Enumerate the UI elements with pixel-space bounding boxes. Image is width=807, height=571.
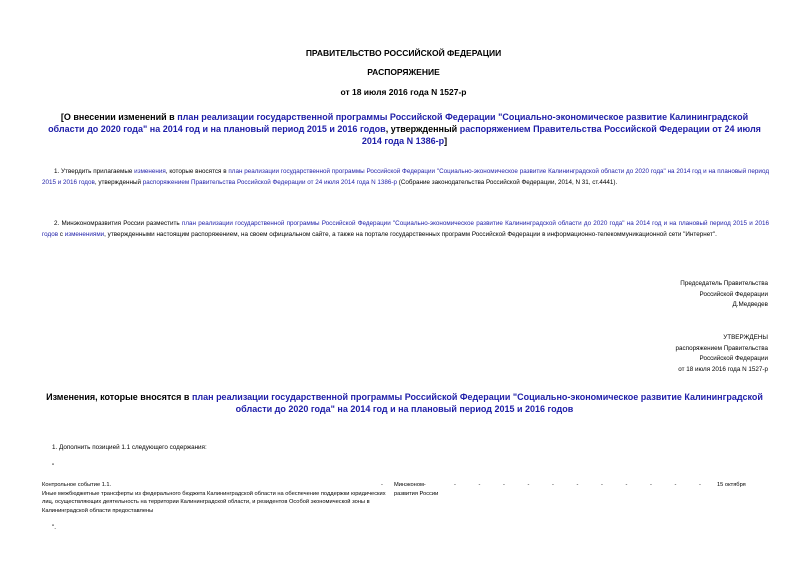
- table-cell-dash: -: [601, 482, 603, 488]
- paragraph-text: (Собрание законодательства Российской Федерации, 2014, N 31, ст.4441).: [397, 178, 618, 186]
- document-type: РАСПОРЯЖЕНИЕ: [367, 67, 440, 77]
- control-event-title: Контрольное событие 1.1.: [42, 482, 112, 488]
- table-cell-dash: -: [674, 482, 677, 488]
- table-dash-cells: [450, 481, 710, 491]
- title-text: [О внесении изменений в: [60, 112, 178, 122]
- table-cell-dash: -: [527, 482, 530, 488]
- table-cell-dash: -: [552, 482, 554, 488]
- closing-quote: ".: [52, 524, 56, 531]
- government-heading: ПРАВИТЕЛЬСТВО РОССИЙСКОЙ ФЕДЕРАЦИИ: [305, 48, 502, 58]
- link-plan[interactable]: план реализации государственной программы Российской Федерации "Социально-экономическое развитие Калининградской области до 2020 года" на 2014 год и на плановый период 2015 и 2016 годов: [42, 220, 769, 238]
- paragraph-text: , утвержденный: [94, 178, 143, 186]
- table-cell-dash: -: [650, 482, 652, 488]
- table-cell-dash: -: [478, 482, 481, 488]
- item-1: 1. Дополнить позицией 1.1 следующего содержания:: [52, 444, 207, 451]
- opening-quote: ": [52, 463, 55, 470]
- document-title: [42, 111, 767, 147]
- paragraph-text: , утвержденными настоящим распоряжением, на своем официальном сайте, а также на портале государственных программ Российской Федерации в информационно-телекоммуникационной сети "Интернет".: [104, 230, 717, 238]
- approval-order: распоряжением Правительства: [675, 344, 768, 352]
- executor-cell: Минэконом-развития России: [394, 482, 439, 497]
- title-text: ]: [444, 136, 448, 146]
- table-cell-dash: -: [454, 482, 456, 488]
- title-text: , утвержденный: [385, 124, 460, 134]
- link-order[interactable]: распоряжением Правительства Российской Федерации от 24 июля 2014 года N 1386-р: [142, 178, 398, 186]
- approval-heading: УТВЕРЖДЕНЫ: [723, 334, 768, 341]
- paragraph-text: 1. Утвердить прилагаемые: [54, 168, 135, 175]
- paragraph-2: [42, 219, 769, 240]
- date-cell: 15 октября: [717, 482, 746, 488]
- control-event-description: Иные межбюджетные трансферты из федерального бюджета Калининградской области на обеспечение поддержки юридических лиц, осуществляющих деятельность на территории Калининградской области, и резидентов Особой экономической зоны в Калининградской области предоставлены: [42, 490, 386, 514]
- table-cell-dash: -: [625, 482, 628, 488]
- approval-date: от 18 июля 2016 года N 1527-р: [678, 365, 768, 373]
- signature-title: Председатель Правительства: [680, 280, 768, 287]
- link-plan[interactable]: план реализации государственной программы Российской Федерации "Социально-экономическое развитие Калининградской области до 2020 года" на 2014 год и на плановый период 2015 и 2016 годов: [42, 168, 769, 186]
- changes-title-text: Изменения, которые вносятся в: [46, 392, 192, 402]
- table-cell-dash: -: [381, 482, 383, 488]
- signature-block: [468, 279, 768, 311]
- paragraph-text: 2. Минэкономразвития России разместить: [54, 220, 182, 227]
- title-link-order[interactable]: распоряжением Правительства Российской Федерации от 24 июля 2014 года N 1386-р: [361, 124, 761, 146]
- table-cell-dash: -: [503, 482, 505, 488]
- changes-title-link-plan[interactable]: план реализации государственной программы Российской Федерации "Социально-экономическое развитие Калининградской области до 2020 года" на 2014 год и на плановый период 2015 и 2016 годов: [191, 392, 763, 414]
- approval-organization: Российской Федерации: [699, 355, 768, 362]
- paragraph-text: , которые вносятся в: [165, 168, 229, 175]
- paragraph-1: [42, 167, 769, 188]
- link-changes[interactable]: изменения: [134, 168, 166, 175]
- approval-block: [468, 333, 768, 375]
- table-cell-dash: -: [699, 482, 701, 488]
- control-event-cell: [42, 481, 392, 515]
- document-date-number: от 18 июля 2016 года N 1527-р: [340, 87, 467, 97]
- signature-name: Д.Медведев: [732, 301, 768, 308]
- changes-title: [42, 391, 767, 415]
- paragraph-text: с: [58, 230, 65, 238]
- table-cell-dash: -: [576, 482, 579, 488]
- title-link-plan[interactable]: план реализации государственной программы Российской Федерации "Социально-экономическое развитие Калининградской области до 2020 года" на 2014 год и на плановый период 2015 и 2016 годов: [48, 112, 749, 134]
- signature-organization: Российской Федерации: [699, 290, 768, 298]
- link-changes[interactable]: изменениями: [64, 230, 105, 238]
